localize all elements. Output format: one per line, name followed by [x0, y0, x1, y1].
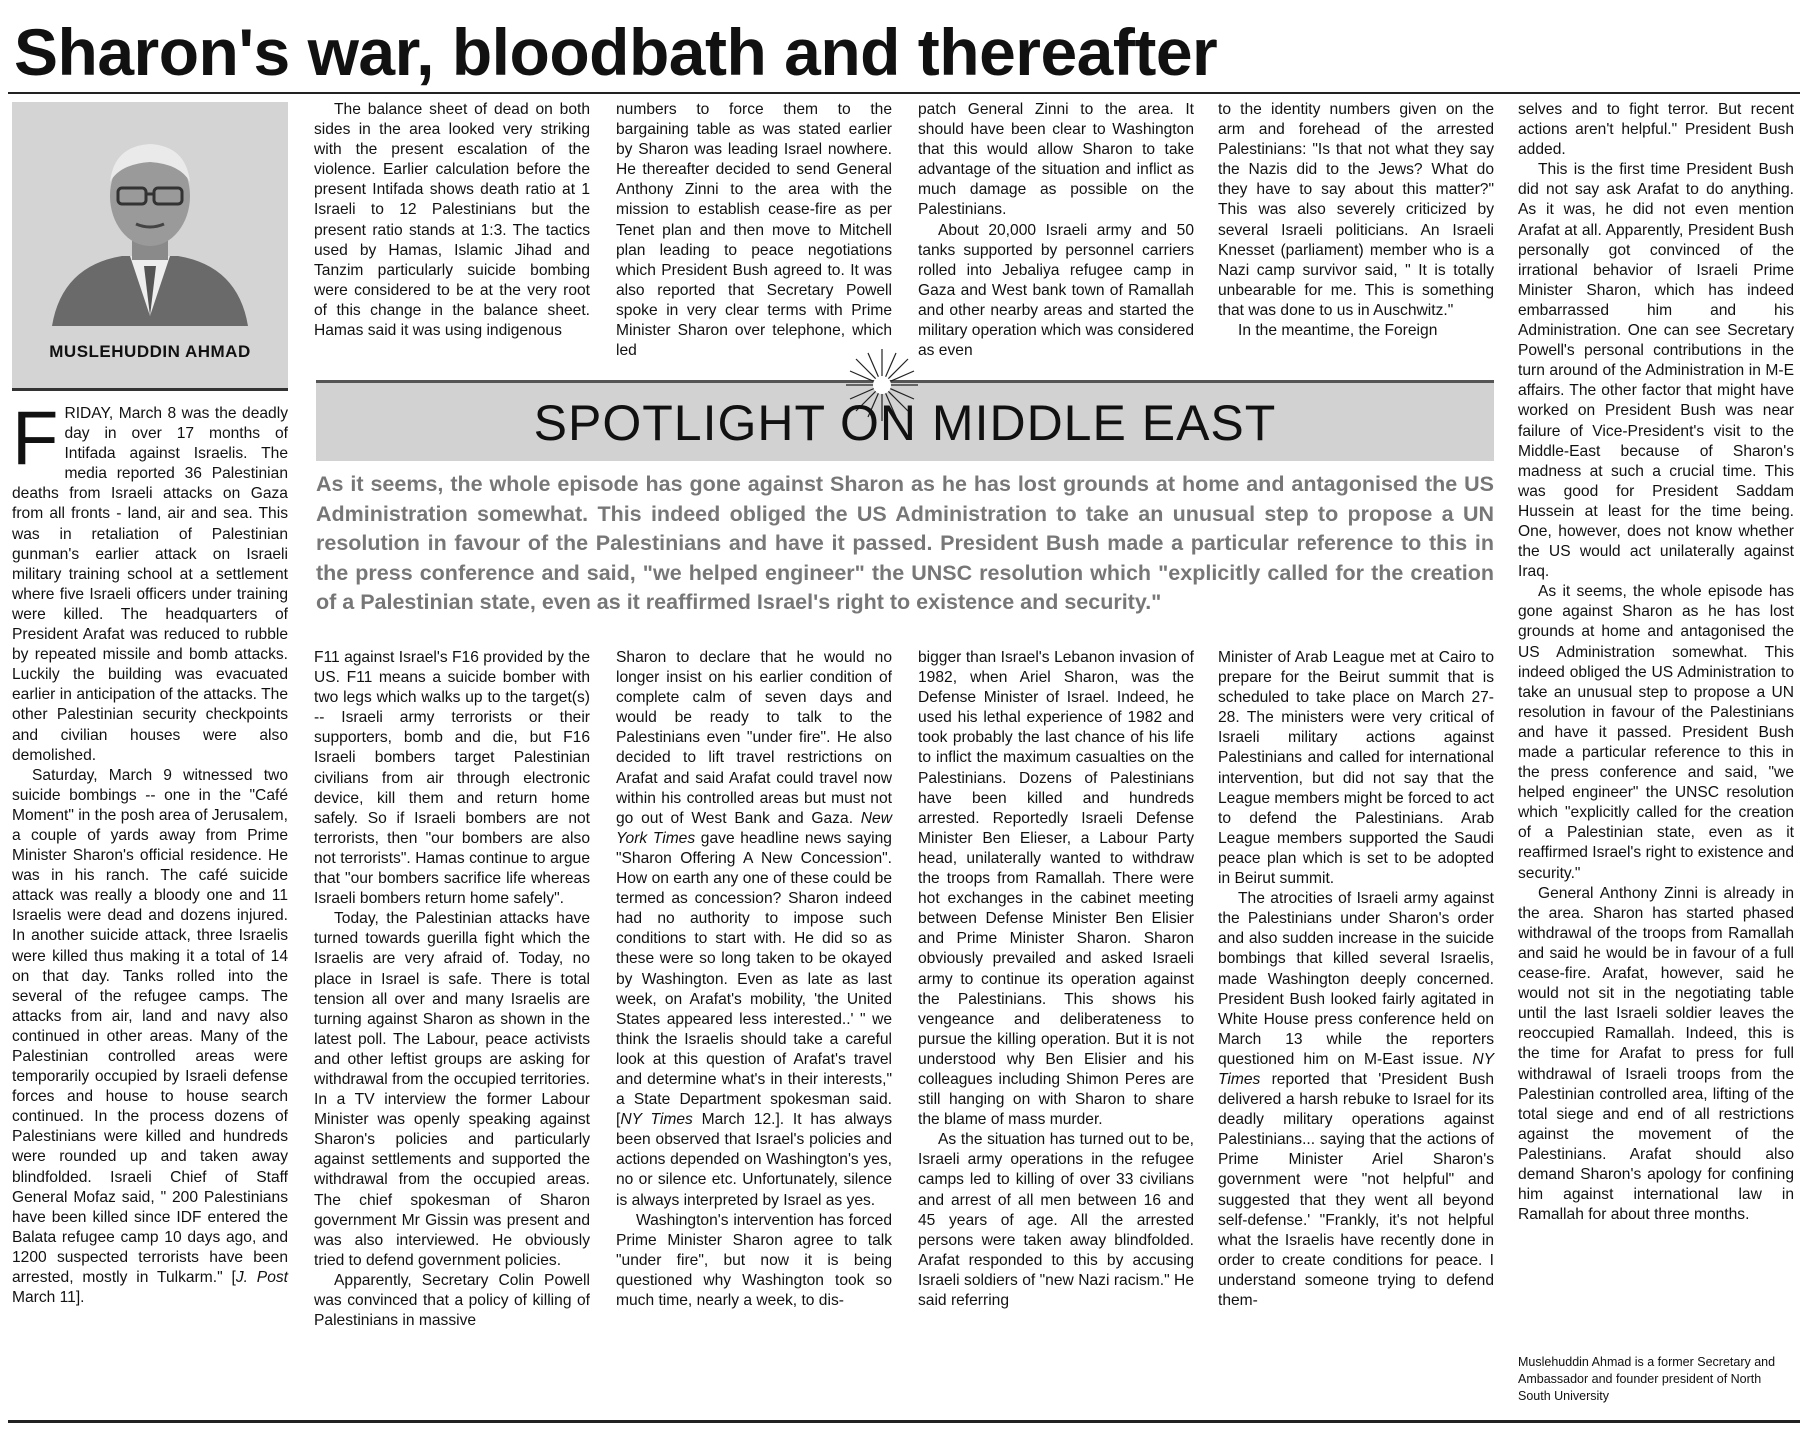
column-bottom-2 [616, 648, 892, 1311]
column-bottom-1 [314, 648, 590, 1331]
column-top-4 [1218, 100, 1494, 341]
paragraph: reported that 'President Bush delivered a harsh rebuke to Israel for its deadly military operations against Palestinians... saying that the actions of Prime Minister Ariel Sharon's government were "not helpful" and suggested that they went all beyond self-defense.' "Frankly, it's not helpful what the Israelis have recently done in order to create conditions for peace. I understand someone trying to defend them- [1218, 1070, 1494, 1309]
paragraph-end: March 11]. [12, 1289, 85, 1307]
paragraph: As it seems, the whole episode has gone against Sharon as he has lost grounds at home and antagonised the US Administration somewhat. This indeed obliged the US Administration to take an unusual step to propose a UN resolution in favour of the Palestinians and have it passed. President Bush made a particular reference to this in the press conference and said, "we helped engineer" the UNSC resolution which "explicitly called for the creation of a Palestinian state, even as it reaffirmed Israel's right to existence and security." [1518, 583, 1794, 882]
author-portrait [32, 116, 268, 326]
column-bottom-3 [918, 648, 1194, 1311]
paragraph: March 12.]. It has always been observed that Israel's policies and actions depended on Washington's yes, no or silence etc. Unfortunately, silence is always interpreted by Israel as yes. [616, 1111, 892, 1209]
column-left [12, 396, 288, 1308]
paragraph: Minister of Arab League met at Cairo to prepare for the Beirut summit that is scheduled to take place on March 27-28. The ministers were very critical of Israeli military actions against Palestinians and called for international intervention, but did not say that the League members might be forced to act to defend the Palestinians. Arab League members supported the Saudi peace plan which is set to be adopted in Beirut summit. [1218, 649, 1494, 888]
paragraph: to the identity numbers given on the arm and forehead of the arrested Palestinians: "Is that not what they say the Nazis did to the Jews? What do they have to say about this matter?" This was also severely criticized by several Israeli politicians. An Israeli Knesset (parliament) member who is a Nazi camp survivor said, " It is totally unbearable for me. This is something that was done to us in Auschwitz." [1218, 101, 1494, 319]
column-top-3 [918, 100, 1194, 361]
bottom-rule [8, 1420, 1800, 1423]
pull-quote: As it seems, the whole episode has gone against Sharon as he has lost grounds at home and antagonised the US Administration somewhat. This indeed obliged the US Administration to take an unusual step to propose a UN resolution in favour of the Palestinians and have it passed. President Bush made a particular reference to this in the press conference and said, "we helped engineer" the UNSC resolution which "explicitly called for the creation of a Palestinian state, even as it reaffirmed Israel's right to existence and security." [316, 472, 1494, 614]
paragraph: selves and to fight terror. But recent actions aren't helpful." President Bush added. [1518, 101, 1794, 159]
paragraph: RIDAY, March 8 was the deadly day in over 17 months of Intifada against Israelis. The media reported 36 Palestinian deaths from Israeli attacks on Gaza from all fronts - land, air and sea. This was in retaliation of Palestinian gunman's earlier attack on Israeli military training school at a settlement where five Israeli officers under training were killed. The headquarters of President Arafat was reduced to rubble by repeated missile and bomb attacks. Luckily the building was evacuated earlier in anticipation of the attacks. The other Palestinian security checkpoints and civilian houses were also demolished. [12, 405, 288, 764]
paragraph: bigger than Israel's Lebanon invasion of 1982, when Ariel Sharon, was the Defense Minister of Israel. Indeed, he used his lethal experience of 1982 and took probably the last chance of his life to inflict the maximum casualties on the Palestinians. Dozens of Palestinians have been killed and hundreds arrested. Reportedly Israeli Defense Minister Ben Elieser, a Labour Party head, unilaterally wanted to withdraw the troops from Ramallah. There were hot exchanges in the cabinet meeting between Defense Minister Ben Elisier and Prime Minister Sharon. Sharon obviously prevailed and asked Israeli army to continue its operation against the Palestinians. This shows his vengeance and deliberateness to pursue the killing operation. But it is not understood why Ben Elisier and his colleagues including Shimon Peres are still hanging on with Sharon to share the blame of mass murder. [918, 649, 1194, 1129]
paragraph: About 20,000 Israeli army and 50 tanks supported by personnel carriers rolled into Jebaliya refugee camp in Gaza and West bank town of Ramallah and other nearby areas and started the military operation which was considered as even [918, 221, 1194, 360]
column-top-2 [616, 100, 892, 361]
spotlight-title: SPOTLIGHT ON MIDDLE EAST [533, 395, 1277, 451]
paragraph: numbers to force them to the bargaining table as was stated earlier by Sharon was leading Israel nowhere. He thereafter decided to send General Anthony Zinni to the area with the mission to establish cease-fire as per Tenet plan and then move to Mitchell plan leading to peace negotiations which President Bush agreed to. It was also reported that Secretary Powell spoke in very clear terms with Prime Minister Sharon over telephone, which led [616, 101, 892, 360]
paragraph: Washington's intervention has forced Prime Minister Sharon agree to talk "under fire", but now it is being questioned why Washington took so much time, nearly a week, to dis- [616, 1211, 892, 1309]
paragraph: gave headline news saying "Sharon Offering A New Concession". How on earth any one of these could be termed as concession? Sharon indeed had no authority to impose such conditions to start with. He did so as these were so long taken to be okayed by Washington. Even as late as last week, on Arafat's mobility, 'the United States appeared less interested..' " we think the Israelis should take a careful look at this question of Arafat's travel and determine what's in their interests," a State Department spokesman said. [ [616, 829, 892, 1129]
paragraph: patch General Zinni to the area. It should have been clear to Washington that this would allow Sharon to take advantage of the situation and inflict as much damage as possible on the Palestinians. [918, 101, 1194, 219]
paragraph: Apparently, Secretary Colin Powell was convinced that a policy of killing of Palestinians in massive [314, 1271, 590, 1330]
byline: MUSLEHUDDIN AHMAD [49, 342, 251, 361]
paragraph: The balance sheet of dead on both sides in the area looked very striking with the present escalation of the violence. Earlier calculation before the present Intifada shows death ratio at 1 Israeli to 12 Palestinians but the present ratio stands at 1:3. The tactics used by Hamas, Islamic Jihad and Tanzim particularly suicide bombing were considered to be at the very root of this change in the balance sheet. Hamas said it was using indigenous [314, 101, 590, 340]
paragraph: Saturday, March 9 witnessed two suicide bombings -- one in the "Café Moment" in the posh area of Jerusalem, a couple of yards away from Prime Minister Sharon's official residence. He was in his ranch. The café suicide attack was really a bloody one and 11 Israelis were dead and dozens injured. In another suicide attack, three Israelis were killed thus making it a total of 14 on that day. Tanks rolled into the several of the refugee camps. The attacks from air, land and navy also continued in other areas. Many of the Palestinian controlled areas were temporarily occupied by Israeli defense forces and house to house search continued. In the process dozens of Palestinians were killed and hundreds were rounded up and taken away blindfolded. Israeli Chief of Staff General Mofaz said, " 200 Palestinians have been killed since IDF entered the Balata refugee camp 10 days ago, and 1200 suspected terrorists have been arrested, mostly in Tulkarm." [ [12, 766, 288, 1287]
headline: Sharon's war, bloodbath and thereafter [14, 15, 1218, 89]
source-citation: NY Times [620, 1111, 693, 1129]
paragraph: The atrocities of Israeli army against the Palestinians under Sharon's order and also sudden increase in the suicide bombings that killed several Israelis, made Washington deeply concerned. President Bush looked fairly agitated in White House press conference held on March 13 while the reporters questioned him on M-East issue. [1218, 890, 1494, 1068]
paragraph: As the situation has turned out to be, Israeli army operations in the refugee camps led to killing of over 33 civilians and arrest of all men between 16 and 45 years of age. All the arrested persons were taken away blindfolded. Arafat responded to this by accusing Israeli soldiers of "new Nazi racism." He said referring [918, 1131, 1194, 1309]
paragraph: This is the first time President Bush did not say ask Arafat to do anything. As it was, he did not even mention Arafat at all. Apparently, President Bush personally got convinced of the irrational behavior of Israeli Prime Minister Sharon, which has indeed embarrassed him and his Administration. One can see Secretary Powell's personal contributions in the turn around of the Administration in M-E affairs. The other factor that might have worked on President Bush was near failure of Vice-President's visit to the Middle-East because of Sharon's madness at such a crucial time. This was good for President Saddam Hussein at least for the time being. One, however, does not know whether the US would act unilaterally against Iraq. [1518, 161, 1794, 581]
column-top-1 [314, 100, 590, 341]
source-citation: J. Post [235, 1269, 288, 1287]
paragraph: In the meantime, the Foreign [1238, 322, 1438, 340]
column-right [1518, 100, 1794, 1225]
top-rule [8, 92, 1800, 94]
paragraph: Sharon to declare that he would no longer insist on his earlier condition of complete calm of seven days and would be ready to talk to the Palestinians even "under fire". He also decided to lift travel restrictions on Arafat and said Arafat could travel now within his controlled areas but must not go out of West Bank and Gaza. [616, 649, 892, 827]
author-photo-box [12, 102, 288, 391]
paragraph: Today, the Palestinian attacks have turned towards guerilla fight which the Israelis are very afraid of. Today, no place in Israel is safe. There is total tension all over and many Israelis are turning against Sharon as shown in the latest poll. The Labour, peace activists and other leftist groups are asking for withdrawal from the occupied territories. In a TV interview the former Labour Minister was openly speaking against Sharon's policies and particularly against settlements and supported the withdrawal from the occupied areas. The chief spokesman of Sharon government Mr Gissin was present and was also interviewed. He obviously tried to defend government policies. [314, 910, 590, 1269]
drop-cap: F [12, 396, 59, 481]
author-note: Muslehuddin Ahmad is a former Secretary and Ambassador and founder president of North South University [1518, 1355, 1776, 1403]
paragraph: General Anthony Zinni is already in the area. Sharon has started phased withdrawal of the troops from Ramallah and said he would be in favour of a full cease-fire. Arafat, however, said he would not sit in the negotiating table until the last Israeli soldier leaves the reoccupied Ramallah. Indeed, this is the time for Arafat to press for full withdrawal of Israeli troops from the Palestinian controlled area, lifting of the total siege and end of all restrictions against the movement of the Palestinians. Arafat should also demand Sharon's apology for confining him against international law in Ramallah for about three months. [1518, 884, 1794, 1224]
source-citation: NY Times [1218, 1050, 1494, 1088]
column-bottom-4 [1218, 648, 1494, 1311]
paragraph: F11 against Israel's F16 provided by the US. F11 means a suicide bomber with two legs which walks up to the target(s) -- Israeli army terrorists or their supporters, bomb and die, but F16 Israeli bombers target Palestinian civilians from air through electronic device, kill them and return home safely. So if Israeli bombers are not terrorists, then "our bombers are also not terrorists". Hamas continue to argue that "our bombers sacrifice life whereas Israeli bombers return home safely". [314, 649, 590, 908]
source-citation: New York Times [616, 809, 892, 847]
